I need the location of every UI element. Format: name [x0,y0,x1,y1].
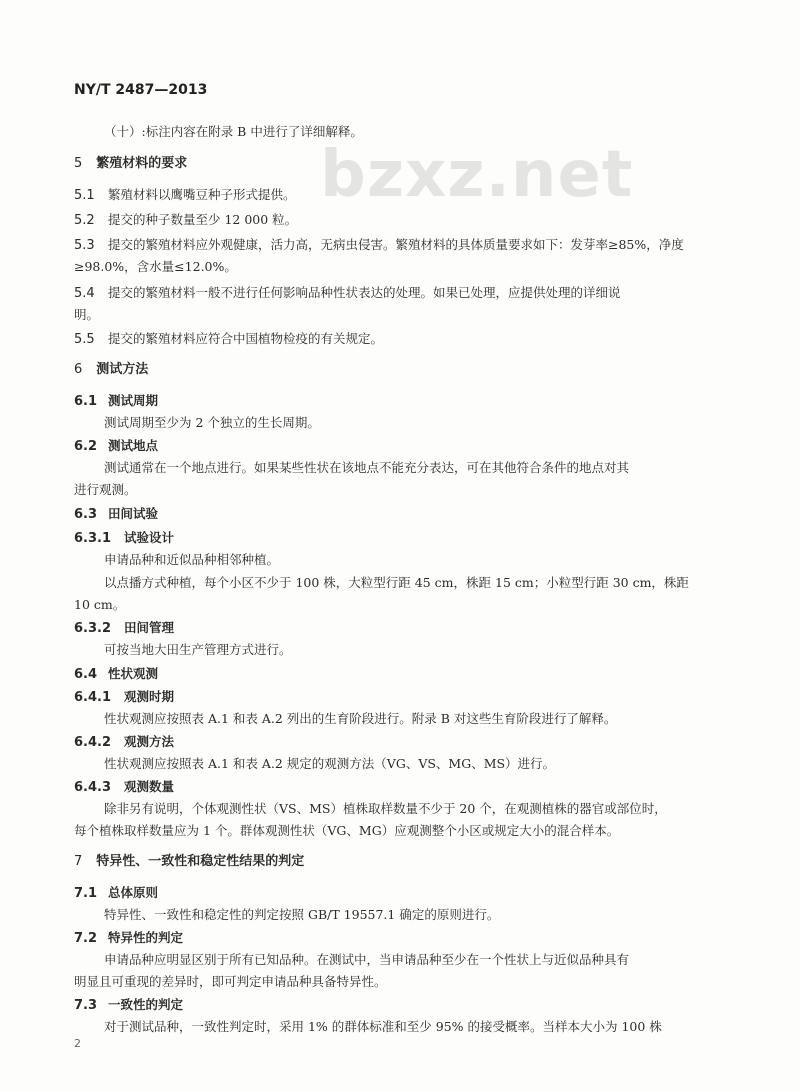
clause-title: 测试周期 [108,393,159,408]
clause-6-3-2-heading [74,620,174,637]
section-5-heading [74,156,187,172]
clause-text: 提交的繁殖材料应外观健康，活力高，无病虫侵害。繁殖材料的具体质量要求如下：发芽率≥85%，净度 [108,237,684,252]
section-6-heading [74,362,148,378]
clause-number: 6.4.1 [74,690,112,705]
clause-5-3-continued: ≥98.0%，含水量≤12.0%。 [74,259,237,274]
section-number: 5 [74,156,83,171]
clause-text: 提交的种子数量至少 12 000 粒。 [108,212,298,227]
annotation-note: （十）:标注内容在附录 B 中进行了详细解释。 [104,124,363,139]
clause-7-1-heading [74,885,158,902]
clause-number: 5.2 [74,213,95,228]
section-title: 测试方法 [96,362,149,377]
clause-7-2-body: 申请品种应明显区别于所有已知品种。在测试中，当申请品种至少在一个性状上与近似品种具有 [104,952,630,967]
section-number: 6 [74,362,83,377]
clause-6-4-3-body-1: 除非另有说明，个体观测性状（VS、MS）植株取样数量不少于 20 个，在观测植株的器官或部位时， [104,801,667,816]
clause-number: 5.4 [74,286,95,301]
section-title: 繁殖材料的要求 [96,156,188,171]
clause-text: 提交的繁殖材料应符合中国植物检疫的有关规定。 [108,331,384,346]
clause-6-3-1-continued: 10 cm。 [74,597,126,612]
watermark: bzxz.net [320,138,634,212]
clause-number: 6.4.3 [74,780,112,795]
clause-6-4-3-heading [74,779,174,796]
clause-number: 7.1 [74,886,98,901]
clause-7-2-continued: 明显且可重现的差异时，即可判定申请品种具备特异性。 [74,974,387,989]
clause-number: 7.2 [74,931,98,946]
clause-title: 观测方法 [124,734,175,749]
clause-5-1 [74,187,296,204]
clause-7-2-heading [74,930,183,947]
clause-text: 繁殖材料以鹰嘴豆种子形式提供。 [108,187,296,202]
clause-6-3-heading [74,506,158,523]
clause-6-2-continued: 进行观测。 [74,482,137,497]
clause-6-4-2-body: 性状观测应按照表 A.1 和表 A.2 规定的观测方法（VG、VS、MG、MS）进行。 [104,756,556,771]
clause-text: 提交的繁殖材料一般不进行任何影响品种性状表达的处理。如果已处理，应提供处理的详细说 [108,285,621,300]
clause-title: 性状观测 [108,666,159,681]
clause-5-4 [74,285,621,302]
section-number: 7 [74,854,83,869]
clause-number: 5.1 [74,188,95,203]
clause-title: 总体原则 [108,885,159,900]
clause-title: 田间管理 [124,620,175,635]
clause-number: 5.3 [74,238,95,253]
clause-6-3-1-body-2: 以点播方式种植，每个小区不少于 100 株，大粒型行距 45 cm，株距 15 cm；小粒型行距 30 cm，株距 [104,575,689,590]
clause-number: 6.3.2 [74,621,112,636]
clause-6-1-heading [74,393,158,410]
clause-number: 7.3 [74,998,98,1013]
section-7-heading [74,854,304,870]
clause-7-1-body: 特异性、一致性和稳定性的判定按照 GB/T 19557.1 确定的原则进行。 [104,907,500,922]
clause-number: 6.3.1 [74,531,112,546]
clause-6-1-body: 测试周期至少为 2 个独立的生长周期。 [104,415,320,430]
clause-6-4-heading [74,666,158,683]
clause-number: 6.1 [74,394,98,409]
clause-number: 6.4.2 [74,735,112,750]
clause-title: 观测数量 [124,779,175,794]
clause-title: 观测时期 [124,689,175,704]
clause-5-2 [74,212,297,229]
clause-5-3 [74,237,684,254]
clause-6-4-2-heading [74,734,174,751]
clause-7-3-heading [74,997,183,1014]
clause-number: 5.5 [74,332,95,347]
clause-6-3-1-heading [74,530,174,547]
clause-5-5 [74,331,383,348]
clause-5-4-continued: 明。 [74,307,100,322]
clause-title: 田间试验 [108,506,159,521]
section-title: 特异性、一致性和稳定性结果的判定 [96,854,305,869]
clause-number: 6.4 [74,667,98,682]
clause-number: 6.3 [74,507,98,522]
clause-6-4-1-body: 性状观测应按照表 A.1 和表 A.2 列出的生育阶段进行。附录 B 对这些生育阶段进行了解释。 [104,711,617,726]
clause-6-3-1-body-1: 申请品种和近似品种相邻种植。 [104,552,280,567]
clause-title: 测试地点 [108,438,159,453]
clause-6-3-2-body: 可按当地大田生产管理方式进行。 [104,642,292,657]
clause-7-3-body: 对于测试品种，一致性判定时，采用 1% 的群体标准和至少 95% 的接受概率。当样本大小为 100 株 [104,1019,662,1034]
clause-6-2-body: 测试通常在一个地点进行。如果某些性状在该地点不能充分表达，可在其他符合条件的地点对其 [104,460,630,475]
clause-6-4-1-heading [74,689,174,706]
standard-code-header: NY/T 2487—2013 [74,82,208,98]
clause-title: 特异性的判定 [108,930,184,945]
clause-title: 一致性的判定 [108,997,184,1012]
clause-6-2-heading [74,438,158,455]
clause-6-4-3-body-2: 每个植株取样数量应为 1 个。群体观测性状（VG、MG）应观测整个小区或规定大小的混合样本。 [74,823,620,838]
clause-title: 试验设计 [124,530,175,545]
page-number: 2 [74,1037,81,1050]
clause-number: 6.2 [74,439,98,454]
